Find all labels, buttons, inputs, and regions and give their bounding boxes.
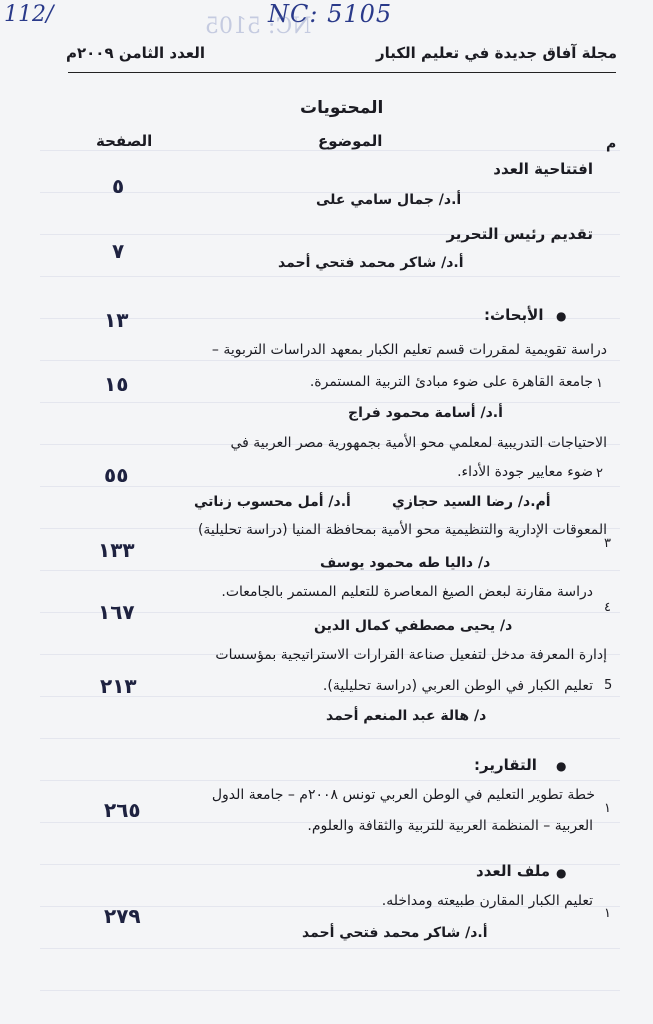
toc-entry-title-line: جامعة القاهرة على ضوء مبادئ التربية المستمرة.: [309, 374, 593, 390]
toc-entry-title-line: دراسة مقارنة لبعض الصيغ المعاصرة للتعليم المستمر بالجامعات.: [221, 584, 593, 600]
toc-entry-title-line: الاحتياجات التدريبية لمعلمي محو الأمية بجمهورية مصر العربية في: [230, 435, 607, 451]
toc-entry-page: ١٥: [104, 372, 129, 396]
section-heading-dossier: ملف العدد: [476, 862, 551, 880]
toc-entry-number: ٣: [604, 536, 611, 551]
toc-entry-author: أ.د/ شاكر محمد فتحي أحمد: [278, 255, 464, 271]
toc-entry-page: ٢٦٥: [104, 798, 141, 822]
toc-entry-title-line: تعليم الكبار المقارن طبيعته ومداخله.: [381, 893, 593, 909]
section-bullet: ●: [556, 309, 567, 323]
toc-entry-title: تقديم رئيس التحرير: [446, 225, 593, 243]
column-topic-header: الموضوع: [318, 132, 383, 150]
toc-entry-number: ٤: [604, 600, 611, 615]
toc-entry-title: افتتاحية العدد: [493, 160, 593, 178]
toc-entry-page: ١٣٣: [98, 538, 135, 562]
toc-entry-title-line: المعوقات الإدارية والتنظيمية محو الأمية بمحافظة المنيا (دراسة تحليلية): [197, 522, 607, 538]
toc-entry-title-line: العربية – المنظمة العربية للتربية والثقافة والعلوم.: [307, 818, 593, 834]
issue-label: العدد الثامن ٢٠٠٩م: [66, 44, 205, 62]
toc-entry-author: أم.د/ رضا السيد حجازي: [392, 494, 551, 510]
toc-entry-page: ١٣: [104, 308, 129, 332]
toc-entry-page: ٢٧٩: [104, 904, 141, 928]
toc-entry-page: ١٦٧: [98, 600, 135, 624]
toc-entry-title-line: ضوء معايير جودة الأداء.: [457, 464, 593, 480]
toc-entry-author: أ.د/ أمل محسوب زناتي: [194, 494, 351, 510]
bleed-through-number: NC: 5105: [205, 14, 312, 39]
section-bullet: ●: [556, 866, 567, 880]
toc-entry-number: ١: [604, 801, 611, 816]
toc-entry-number: ١: [604, 906, 611, 921]
handwritten-folio: 112/: [4, 2, 54, 27]
header-rule: [68, 72, 616, 73]
journal-title: مجلة آفاق جديدة في تعليم الكبار: [375, 44, 617, 62]
toc-entry-number: ٢: [596, 466, 603, 481]
toc-entry-title-line: تعليم الكبار في الوطن العربي (دراسة تحليلية).: [322, 678, 593, 694]
section-heading-reports: التقارير:: [474, 756, 537, 774]
toc-entry-title-line: إدارة المعرفة مدخل لتفعيل صناعة القرارات الاستراتيجية بمؤسسات: [215, 647, 607, 663]
toc-entry-page: ٥٥: [104, 463, 129, 487]
toc-entry-title-line: دراسة تقويمية لمقررات قسم تعليم الكبار بمعهد الدراسات التربوية –: [211, 342, 607, 358]
column-page-header: الصفحة: [96, 132, 153, 150]
contents-title: المحتويات: [300, 98, 384, 118]
handwritten-call-number: NC: 5105: [268, 0, 393, 28]
toc-entry-page: ٥: [112, 174, 125, 198]
toc-entry-author: د/ يحيى مصطفي كمال الدين: [314, 618, 513, 634]
toc-entry-author: د/ داليا طه محمود يوسف: [320, 555, 491, 571]
toc-entry-author: أ.د/ أسامة محمود فراج: [348, 405, 503, 421]
toc-entry-number: 5: [604, 678, 613, 693]
toc-entry-page: ٢١٣: [100, 674, 137, 698]
toc-entry-author: أ.د/ شاكر محمد فتحي أحمد: [302, 925, 488, 941]
toc-entry-author: د/ هالة عبد المنعم أحمد: [326, 708, 487, 724]
column-number-header: م: [606, 136, 617, 152]
toc-entry-page: ٧: [112, 239, 125, 263]
section-bullet: ●: [556, 759, 567, 773]
toc-entry-author: أ.د/ جمال سامي على: [316, 192, 462, 208]
section-heading-research: الأبحاث:: [484, 306, 544, 324]
toc-entry-title-line: خطة تطوير التعليم في الوطن العربي تونس ٢٠٠٨م – جامعة الدول: [211, 787, 595, 803]
toc-entry-number: ١: [596, 376, 603, 391]
